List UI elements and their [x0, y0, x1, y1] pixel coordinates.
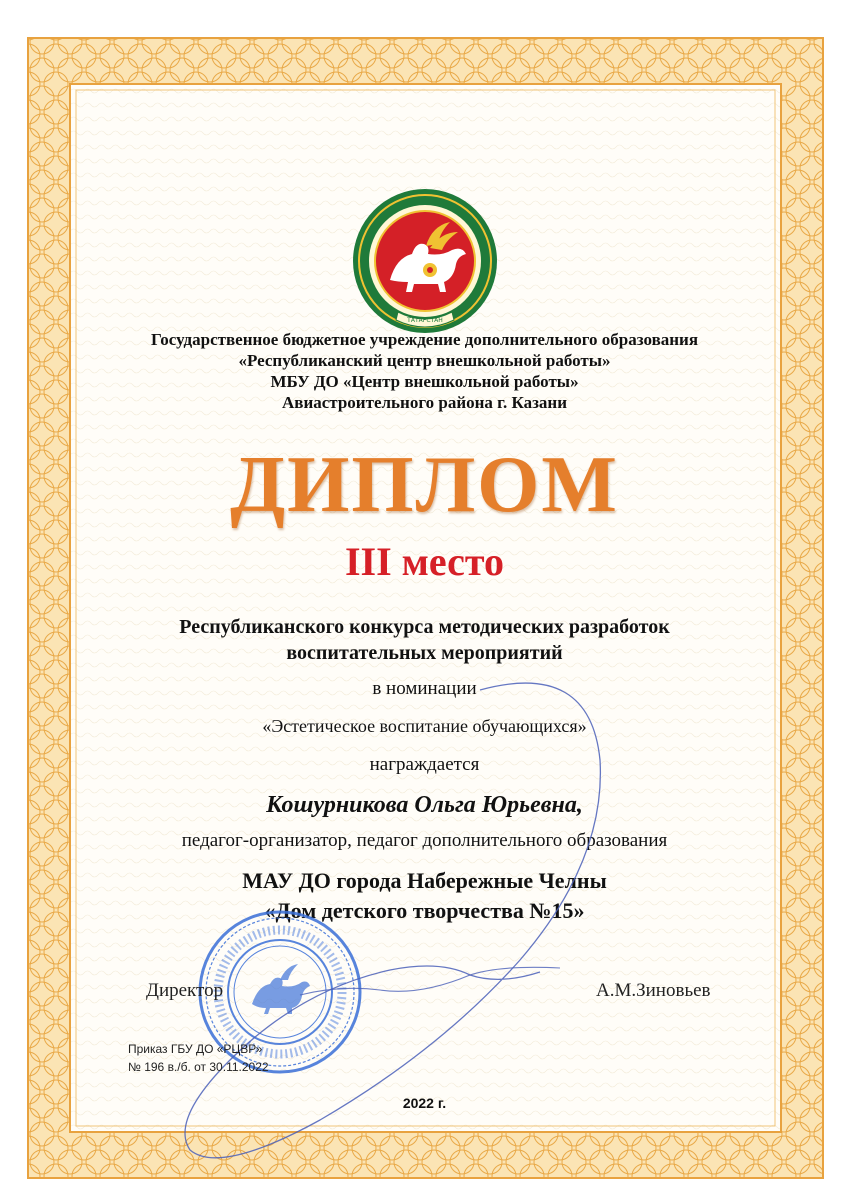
recipient-position: педагог-организатор, педагог дополнительного образования — [181, 830, 668, 851]
recipient-name: Кошурникова Ольга Юрьевна, — [266, 792, 583, 818]
contest-line-1: Республиканского конкурса методических разработок — [179, 616, 670, 638]
organization-line-4: Авиастроительного района г. Казани — [282, 393, 567, 412]
signature-name: А.М.Зиновьев — [596, 980, 711, 1001]
order-line-1: Приказ ГБУ ДО «РЦВР» — [128, 1042, 263, 1056]
diploma-title: ДИПЛОМ — [230, 441, 619, 529]
institution-name — [0, 866, 849, 926]
contest-name — [0, 614, 849, 666]
institution-line-2: «Дом детского творчества №15» — [264, 898, 585, 923]
tatarstan-coat-of-arms-icon — [352, 188, 498, 334]
organization-line-3: МБУ ДО «Центр внешкольной работы» — [270, 372, 579, 391]
nomination-label: в номинации — [372, 678, 477, 699]
organization-header — [0, 329, 849, 413]
order-line-2: № 196 в./б. от 30.11.2022 — [128, 1060, 269, 1074]
issue-year: 2022 г. — [402, 1095, 447, 1111]
signature-role: Директор — [146, 980, 224, 1001]
emblem-ring-text: ТАТАРСТАН — [407, 317, 443, 324]
organization-line-1: Государственное бюджетное учреждение дополнительного образования — [150, 330, 699, 349]
contest-line-2: воспитательных мероприятий — [286, 642, 563, 664]
nomination-title: «Эстетическое воспитание обучающихся» — [262, 716, 587, 736]
organization-line-2: «Республиканский центр внешкольной работы» — [238, 351, 611, 370]
institution-line-1: МАУ ДО города Набережные Челны — [242, 868, 607, 893]
place-award: III место — [344, 539, 505, 584]
awarded-label: награждается — [369, 754, 480, 775]
